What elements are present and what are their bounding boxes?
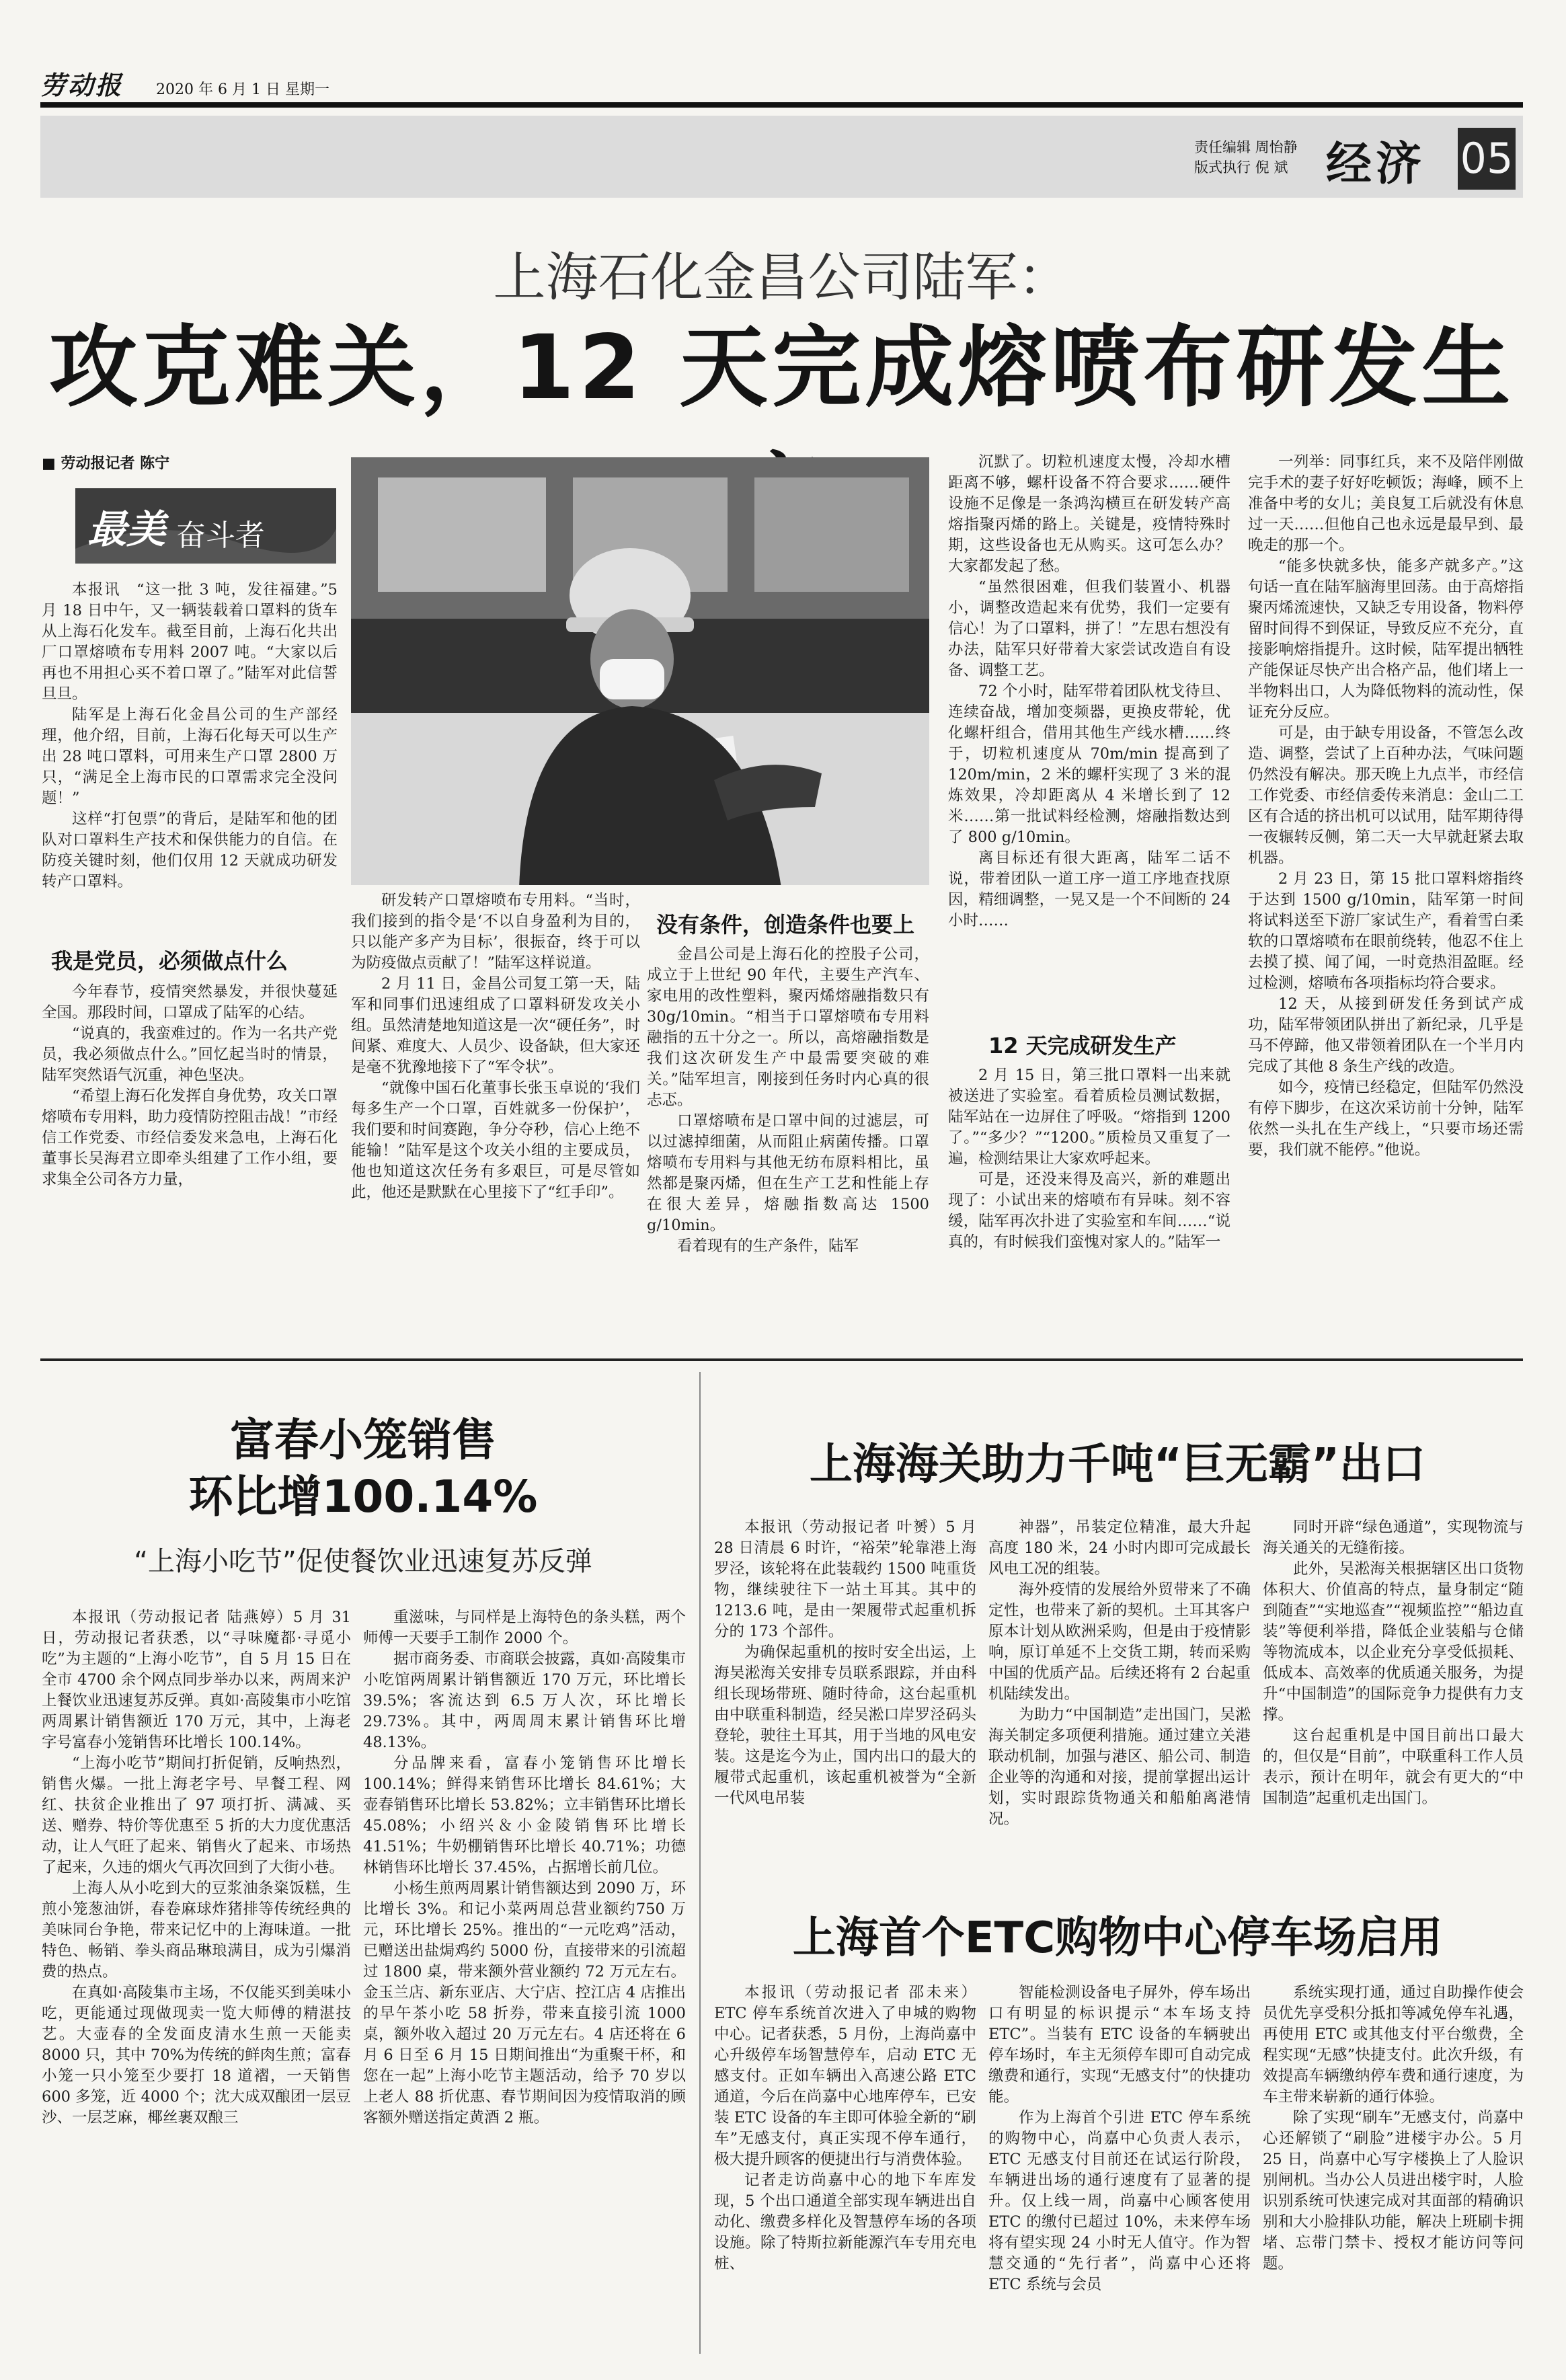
paragraph: 智能检测设备电子屏外，停车场出口有明显的标识提示“本车场支持 ETC”。当装有 ETC 设备的车辆驶出停车场时，车主无须停车即可自动完成缴费和通行，实现“无感支付”的快捷功能。	[988, 1984, 1251, 2106]
subhead-condition: 没有条件，创造条件也要上	[656, 912, 915, 937]
page-number: 05	[1458, 128, 1516, 190]
column-badge	[75, 488, 336, 564]
paragraph: 2 月 23 日，第 15 批口罩料熔指终于达到 1500 g/10min，陆军第一时间将试料送至下游厂家试生产，看着雪白柔软的口罩熔喷布在眼前绕转，他忍不住上去摸了摸、闻了闻，一时竟热泪盈眶。经过检测，熔喷布各项指标均符合要求。	[1248, 870, 1524, 992]
paragraph: 除了实现“刷车”无感支付，尚嘉中心还解锁了“刷脸”进楼宇办公。5 月 25 日，尚嘉中心写字楼换上了人脸识别闸机。当办公人员进出楼宇时，人脸识别系统可快速完成对其面部的精确识别和大小脸排队功能，解决上班刷卡拥堵、忘带门禁卡、授权才能访问等问题。	[1263, 2109, 1524, 2272]
story4-title: 上海首个ETC购物中心停车场启用	[792, 1913, 1443, 1963]
paragraph: 口罩熔喷布是口罩中间的过滤层，可以过滤掉细菌，从而阻止病菌传播。口罩熔喷布专用料与其他无纺布原料相比，虽然都是聚丙烯，但在生产工艺和性能上存在很大差异，熔融指数高达 1500 g/10min。	[647, 1112, 929, 1234]
story3-col3	[1263, 1517, 1524, 1840]
paragraph: “上海小吃节”期间打折促销，反响热烈，销售火爆。一批上海老字号、早餐工程、网红、扶贫企业推出了 97 项打折、满减、买送、赠券、特价等优惠至 5 折的大力度优惠活动，让人气旺了起来、销售火了起来、市场热了起来，久违的烟火气再次回到了大街小巷。	[42, 1755, 351, 1876]
section-divider	[40, 1358, 1523, 1361]
lead-kicker: 上海石化金昌公司陆军：	[493, 247, 1070, 308]
paragraph: 本报讯 “这一批 3 吨，发往福建。”5 月 18 日中午，又一辆装载着口罩料的货车从上海石化发车。截至目前，上海石化共出厂口罩熔喷布专用料 2007 吨。“大家以后再也不用担心买不着口罩了。”陆军对此信誓旦旦。	[42, 581, 338, 703]
paragraph: 此外，吴淞海关根据辖区出口货物体积大、价值高的特点，量身制定“随到随查”“实地巡查”“视频监控”“船边直装”等便利举措，降低企业装船与仓储等物流成本，以企业充分享受低损耗、低成本、高效率的优质通关服务，为提升“中国制造”的国际竞争力提供有力支撑。	[1263, 1560, 1524, 1724]
paragraph: 金昌公司是上海石化的控股子公司，成立于上世纪 90 年代，主要生产汽车、家电用的改性塑料，聚丙烯熔融指数只有 30g/10min。“相当于口罩熔喷布专用料融指的五十分之一。所以，高熔融指数是我们这次研发生产中最需要突破的难关。”陆军坦言，刚接到任务时内心真的很忐忑。	[647, 946, 929, 1109]
paragraph: 如今，疫情已经稳定，但陆军仍然没有停下脚步，在这次采访前十分钟，陆军依然一头扎在生产线上，“只要市场还需要，我们就不能停。”他说。	[1248, 1079, 1524, 1159]
paragraph: 同时开辟“绿色通道”，实现物流与海关通关的无缝衔接。	[1263, 1519, 1524, 1557]
paragraph: 记者走访尚嘉中心的地下车库发现，5 个出口通道全部实现车辆进出自动化、缴费多样化及智慧停车场的各项设施。除了特斯拉新能源汽车专用充电桩、	[714, 2172, 976, 2272]
paragraph: 沉默了。切粒机速度太慢，冷却水槽距离不够，螺杆设备不符合要求……硬件设施不足像是一条鸿沟横亘在研发转产高熔指聚丙烯的路上。关键是，疫情特殊时期，这些设备也无从购买。这可怎么办？大家都发起了愁。	[948, 453, 1230, 575]
paragraph: 研发转产口罩熔喷布专用料。“当时，我们接到的指令是‘不以自身盈利为目的，只以能产多产为目标’，很振奋，终于可以为防疫做点贡献了！”陆军这样说道。	[351, 892, 640, 972]
lead-col3	[647, 944, 929, 1345]
story2-col1	[42, 1607, 351, 2354]
paragraph: 本报讯（劳动报记者 叶赟）5 月 28 日清晨 6 时许，“裕荣”轮靠港上海罗泾，该轮将在此装载约 1500 吨重货物，继续驶往下一站土耳其。其中的 1213.6 吨，是由一架履带式起重机拆分的 173 个部件。	[714, 1519, 976, 1640]
paragraph: “能多快就多快，能多产就多产。”这句话一直在陆军脑海里回荡。由于高熔指聚丙烯流速快，又缺乏专用设备，物料停留时间得不到保证，导致反应不充分，直接影响熔指提升。这时候，陆军提出牺牲产能保证尽快产出合格产品，他们堵上一半物料出口，人为降低物料的流动性，保证充分反应。	[1248, 558, 1524, 721]
paragraph: 陆军是上海石化金昌公司的生产部经理，他介绍，目前，上海石化每天可以生产出 28 吨口罩料，可用来生产口罩 2800 万只，“满足全上海市民的口罩需求完全没问题！”	[42, 706, 338, 807]
subhead-party: 我是党员，必须做点什么	[51, 948, 288, 974]
lead-col1	[42, 580, 338, 933]
paragraph: 分品牌来看，富春小笼销售环比增长 100.14%；鲜得来销售环比增长 84.61%；大壶春销售环比增长 53.82%；立丰销售环比增长 45.08%；小绍兴＆小金陵销售环比增长 41.51%；牛奶棚销售环比增长 40.71%；功德林销售环比增长 37.45%，占据增长前几位。	[363, 1755, 686, 1876]
masthead-logo: 劳动报	[40, 70, 124, 100]
top-rule	[40, 102, 1523, 108]
story2-title	[40, 1412, 686, 1525]
story2-title-line1: 富春小笼销售	[230, 1414, 496, 1466]
subhead-12days: 12 天完成研发生产	[988, 1033, 1177, 1059]
paragraph: 为确保起重机的按时安全出运，上海吴淞海关安排专员联系跟踪，并由科组长现场带班、随时待命，这台起重机由中联重科制造，经吴淞口岸罗泾码头登轮，驶往土耳其，用于当地的风电安装。这是迄今为止，国内出口的最大的履带式起重机，该起重机被誉为“全新一代风电吊装	[714, 1644, 976, 1807]
paragraph: 今年春节，疫情突然暴发，并很快蔓延全国。那段时间，口罩成了陆军的心结。	[42, 983, 338, 1022]
paragraph: “希望上海石化发挥自身优势，攻关口罩熔喷布专用料，助力疫情防控阻击战！”市经信工作党委、市经信委发来急电，上海石化董事长吴海君立即牵头组建了工作小组，要求集全公司各方力量，	[42, 1087, 338, 1188]
paragraph: 2 月 11 日，金昌公司复工第一天，陆军和同事们迅速组成了口罩料研发攻关小组。虽然清楚地知道这是一次“硬任务”，时间紧、难度大、人员少、设备缺，但大家还是毫不犹豫地接下了“军令状”。	[351, 975, 640, 1076]
paragraph: 可是，还没来得及高兴，新的难题出现了：小试出来的熔喷布有异味。刻不容缓，陆军再次扑进了实验室和车间……“说真的，有时候我们蛮愧对家人的。”陆军一	[948, 1171, 1230, 1251]
paragraph: 重滋味，与同样是上海特色的条头糕，两个师傅一天要手工制作 2000 个。	[363, 1609, 686, 1647]
story2-col2	[363, 1607, 686, 2354]
paragraph: 一列举：同事红兵，来不及陪伴刚做完手术的妻子好好吃顿饭；海峰，顾不上准备中考的女儿；美良复工后就没有休息过一天……但他自己也永远是最早到、最晚走的那一个。	[1248, 453, 1524, 554]
editor-line: 责任编辑 周怡静	[1194, 139, 1298, 155]
lead-headline: 攻克难关，12 天完成熔喷布研发生	[48, 316, 1515, 420]
lead-byline: ■ 劳动报记者 陈宁	[42, 455, 170, 472]
story4-col3	[1263, 1983, 1524, 2354]
badge-big: 最美	[87, 506, 166, 552]
lead-col5	[1248, 452, 1524, 1345]
story2-title-line2: 环比增100.14%	[188, 1471, 538, 1523]
story4-col2	[988, 1983, 1251, 2354]
story2-subtitle: “上海小吃节”促使餐饮业迅速复苏反弹	[134, 1546, 592, 1577]
paragraph: 据市商务委、市商联会披露，真如·高陵集市小吃馆两周累计销售额近 170 万元，环比增长 39.5%；客流达到 6.5 万人次，环比增长 29.73%。其中，两周周末累计销售环比增 48.13%。	[363, 1650, 686, 1751]
header-band	[40, 116, 1523, 198]
editor-credits	[1194, 137, 1298, 178]
paragraph: 本报讯（劳动报记者 陆燕婷）5 月 31 日，劳动报记者获悉，以“寻味魔都·寻觅小吃”为主题的“上海小吃节”，自 5 月 15 日在全市 4700 余个网点同步举办以来，两周来沪上餐饮业迅速复苏反弹。真如·高陵集市小吃馆两周累计销售额近 170 万元，其中，上海老字号富春小笼销售环比增长 100.14%。	[42, 1609, 351, 1751]
story3-title: 上海海关助力千吨“巨无霸”出口	[809, 1440, 1426, 1490]
paragraph: 小杨生煎两周累计销售额达到 2090 万，环比增长 3%。和记小菜两周总营业额约750 万元，环比增长 25%。推出的“一元吃鸡”活动，已赠送出盐焗鸡约 5000 份，直接带来的引流超过 1800 桌，带来额外营业额约 72 万元左右。金玉兰店、新东亚店、大宁店、控江店 4 店推出的早午茶小吃 58 折券，带来直接引流 1000桌，额外收入超过 20 万元左右。4 店还将在 6 月 6 日至 6 月 15 日期间推出“为重聚干杯，和您在一起”上海小吃节主题活动，给予 70 岁以上老人 88 折优惠、春节期间因为疫情取消的顾客额外赠送指定黄酒 2 瓶。	[363, 1880, 686, 2126]
paragraph: “说真的，我蛮难过的。作为一名共产党员，我必须做点什么。”回忆起当时的情景，陆军突然语气沉重，神色坚决。	[42, 1025, 338, 1084]
paragraph: “虽然很困难，但我们装置小、机器小，调整改造起来有优势，我们一定要有信心！为了口罩料，拼了！”左思右想没有办法，陆军只好带着大家尝试改造自有设备、调整工艺。	[948, 578, 1230, 679]
lead-col4b	[948, 1065, 1230, 1345]
paragraph: 离目标还有很大距离，陆军二话不说，带着团队一道工序一道工序地查找原因，精细调整，一晃又是一个不间断的 24 小时……	[948, 849, 1230, 929]
paragraph: 神器”，吊装定位精准，最大升起高度 180 米，24 小时内即可完成最长风电工况的组装。	[988, 1519, 1251, 1578]
lead-col1b	[42, 982, 338, 1345]
lead-col4	[948, 452, 1230, 1017]
lead-col2	[351, 890, 640, 1345]
paragraph: 2 月 15 日，第三批口罩料一出来就被送进了实验室。看着质检员测试数据，陆军站在一边屏住了呼吸。“熔指到 1200 了。”“多少？”“1200。”质检员又重复了一遍，检测结果让大家欢呼起来。	[948, 1067, 1230, 1167]
paragraph: 作为上海首个引进 ETC 停车系统的购物中心，尚嘉中心负责人表示，ETC 无感支付目前还在试运行阶段，车辆进出场的通行速度有了显著的提升。仅上线一周，尚嘉中心顾客使用 ETC 的缴付已超过 10%，未来停车场将有望实现 24 小时无人值守。作为智慧交通的“先行者”，尚嘉中心还将 ETC 系统与会员	[988, 2109, 1251, 2293]
paragraph: 这样“打包票”的背后，是陆军和他的团队对口罩料生产技术和保供能力的自信。在防疫关键时刻，他们仅用 12 天就成功研发转产口罩料。	[42, 810, 338, 890]
lead-photo	[351, 457, 929, 885]
story3-col2	[988, 1517, 1251, 1840]
paragraph: 为助力“中国制造”走出国门，吴淞海关制定多项便利措施。通过建立关港联动机制，加强与港区、船公司、制造企业等的沟通和对接，提前掌握出运计划，实时跟踪货物通关和船舶离港情况。	[988, 1706, 1251, 1828]
paragraph: 海外疫情的发展给外贸带来了不确定性，也带来了新的契机。土耳其客户原本计划从欧洲采购，但是由于疫情影响，原订单延不上交货工期，转而采购中国的优质产品。后续还将有 2 台起重机陆续发出。	[988, 1581, 1251, 1703]
paragraph: 看着现有的生产条件，陆军	[677, 1237, 859, 1255]
paragraph: 在真如·高陵集市主场，不仅能买到美味小吃，更能通过现做现卖一览大师傅的精湛技艺。大壶春的全发面皮清水生煎一天能卖 8000 只，其中 70%为传统的鲜肉生煎；富春小笼一只小笼至少要打 18 道褶，一天销售 600 多笼，近 4000 个；沈大成双酿团一层豆沙、一层芝麻，椰丝裹双酿三	[42, 1984, 351, 2126]
story4-col1	[714, 1983, 976, 2354]
paragraph: 系统实现打通，通过自助操作使会员优先享受积分抵扣等减免停车礼遇，再使用 ETC 或其他支付平台缴费，全程实现“无感”快捷支付。此次升级，有效提高车辆缴纳停车费和通行速度，为车主带来崭新的通行体验。	[1263, 1984, 1524, 2106]
column-divider	[699, 1372, 701, 2354]
paragraph: 本报讯（劳动报记者 邵未来）ETC 停车系统首次进入了申城的购物中心。记者获悉，5 月份，上海尚嘉中心升级停车场智慧停车，启动 ETC 无感支付。正如车辆出入高速公路 ETC 通道，今后在尚嘉中心地库停车，已安装 ETC 设备的车主即可体验全新的“刷车”无感支付，真正实现不停车通行，极大提升顾客的便捷出行与消费体验。	[714, 1984, 976, 2168]
paragraph: “就像中国石化董事长张玉卓说的‘我们每多生产一个口罩，百姓就多一份保护’，我们要和时间赛跑，争分夺秒，信心上绝不能输！”陆军是这个攻关小组的主要成员，他也知道这次任务有多艰巨，可是尽管如此，他还是默默在心里接下了“红手印”。	[351, 1079, 640, 1201]
section-name: 经济	[1326, 137, 1426, 191]
issue-date: 2020 年 6 月 1 日 星期一	[156, 81, 329, 98]
paragraph: 12 天，从接到研发任务到试产成功，陆军带领团队拼出了新纪录，几乎是马不停蹄，他又带领着团队在一个半月内完成了其他 8 条生产线的改造。	[1248, 995, 1524, 1075]
paragraph: 这台起重机是中国目前出口最大的，但仅是“目前”，中联重科工作人员表示，预计在明年，就会有更大的“中国制造”起重机走出国门。	[1263, 1727, 1524, 1807]
designer-line: 版式执行 倪 斌	[1194, 159, 1288, 176]
worker-photo-illustration	[351, 457, 929, 885]
paragraph: 上海人从小吃到大的豆浆油条粢饭糕，生煎小笼葱油饼，春卷麻球炸猪排等传统经典的美味同台争艳，带来记忆中的上海味道。一批特色、畅销、拳头商品琳琅满目，成为引爆消费的热点。	[42, 1880, 351, 1981]
story3-col1	[714, 1517, 976, 1840]
paragraph: 可是，由于缺专用设备，不管怎么改造、调整，尝试了上百种办法，气味问题仍然没有解决。那天晚上九点半，市经信工作党委、市经信委传来消息：金山二工区有合适的挤出机可以试用，陆军期待得一夜辗转反侧，第二天一大早就赶紧去取机器。	[1248, 724, 1524, 867]
paragraph: 72 个小时，陆军带着团队枕戈待旦、连续奋战，增加变频器，更换皮带轮，优化螺杆组合，借用其他生产线水槽……终于，切粒机速度从 70m/min 提高到了 120m/min，2 米的螺杆实现了 3 米的混炼效果，冷却距离从 4 米增长到了 12 米……第一批试料经检测，熔融指数达到了 800 g/10min。	[948, 683, 1230, 846]
badge-rest: 奋斗者	[176, 519, 265, 553]
